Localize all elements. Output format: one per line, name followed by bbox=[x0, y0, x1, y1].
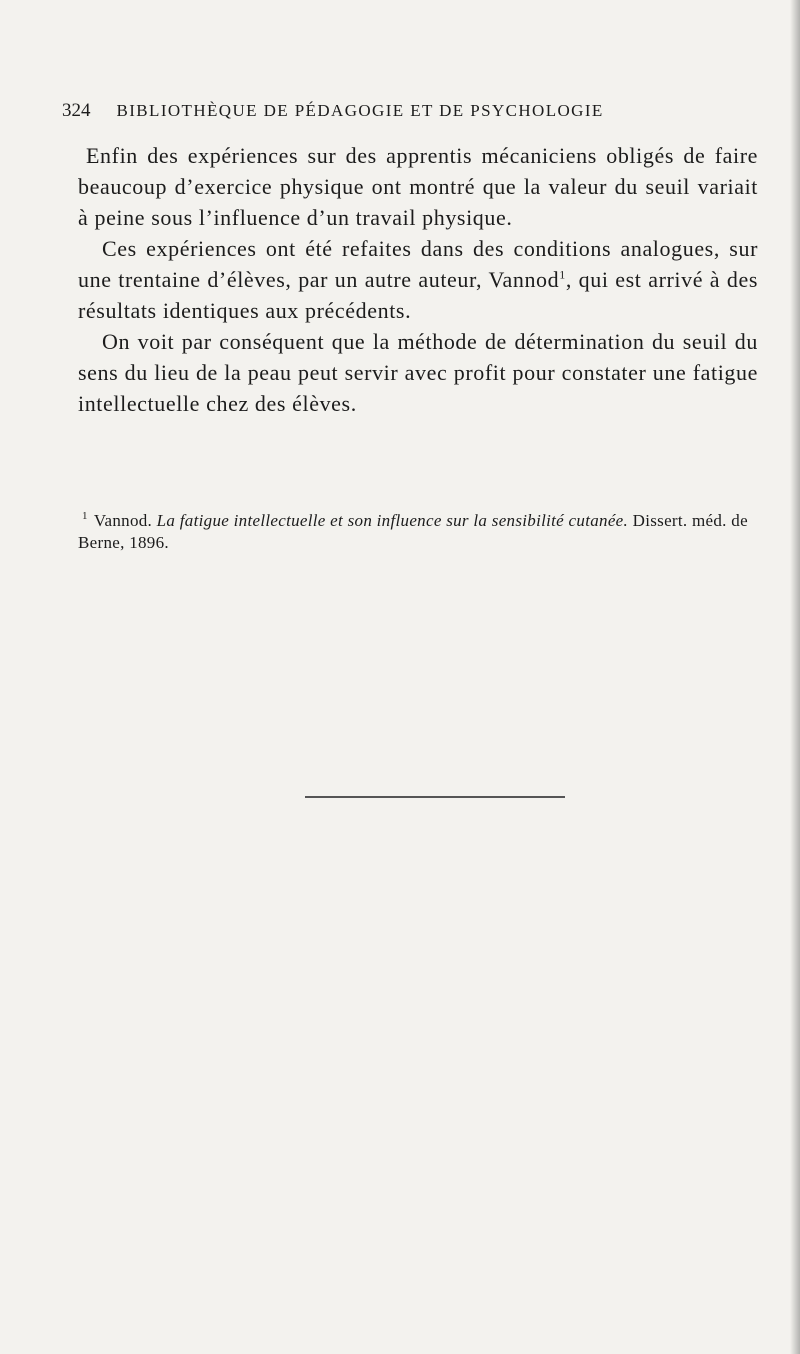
page-number: 324 bbox=[62, 100, 91, 121]
body-text bbox=[78, 140, 758, 419]
page-edge-shadow bbox=[790, 0, 800, 1354]
footnote-details: Dissert. méd. de Berne, 1896. bbox=[78, 511, 748, 552]
paragraph-2 bbox=[78, 233, 758, 326]
paragraph-3: On voit par conséquent que la méthode de détermination du seuil du sens du lieu de la peau peut servir avec profit pour constater une fatigue intellectuelle chez des élèves. bbox=[78, 329, 758, 416]
footnote-mark: 1 bbox=[82, 510, 88, 523]
footnote-title: La fatigue intellectuelle et son influence sur la sensibilité cutanée. bbox=[156, 511, 629, 530]
running-title: BIBLIOTHÈQUE DE PÉDAGOGIE ET DE PSYCHOLOGIE bbox=[116, 101, 604, 120]
page-rule bbox=[305, 796, 565, 798]
footnote-reference: 1 bbox=[559, 267, 566, 282]
paragraph-2-text-before-ref: Ces expériences ont été refaites dans des conditions analogues, sur une trentaine d’élèves, par un autre auteur, Vannod bbox=[78, 236, 758, 292]
footnote bbox=[78, 510, 758, 554]
paragraph-2-text-after-ref: , qui est arrivé à des résultats identiques aux précédents. bbox=[78, 267, 758, 323]
footnote-author: Vannod. bbox=[93, 511, 153, 530]
paragraph-1: Enfin des expériences sur des apprentis mécaniciens obligés de faire beaucoup d’exercice physique ont montré que la valeur du seuil variait à peine sous l’influence d’un travail physique. bbox=[78, 143, 758, 230]
running-head bbox=[62, 100, 738, 122]
